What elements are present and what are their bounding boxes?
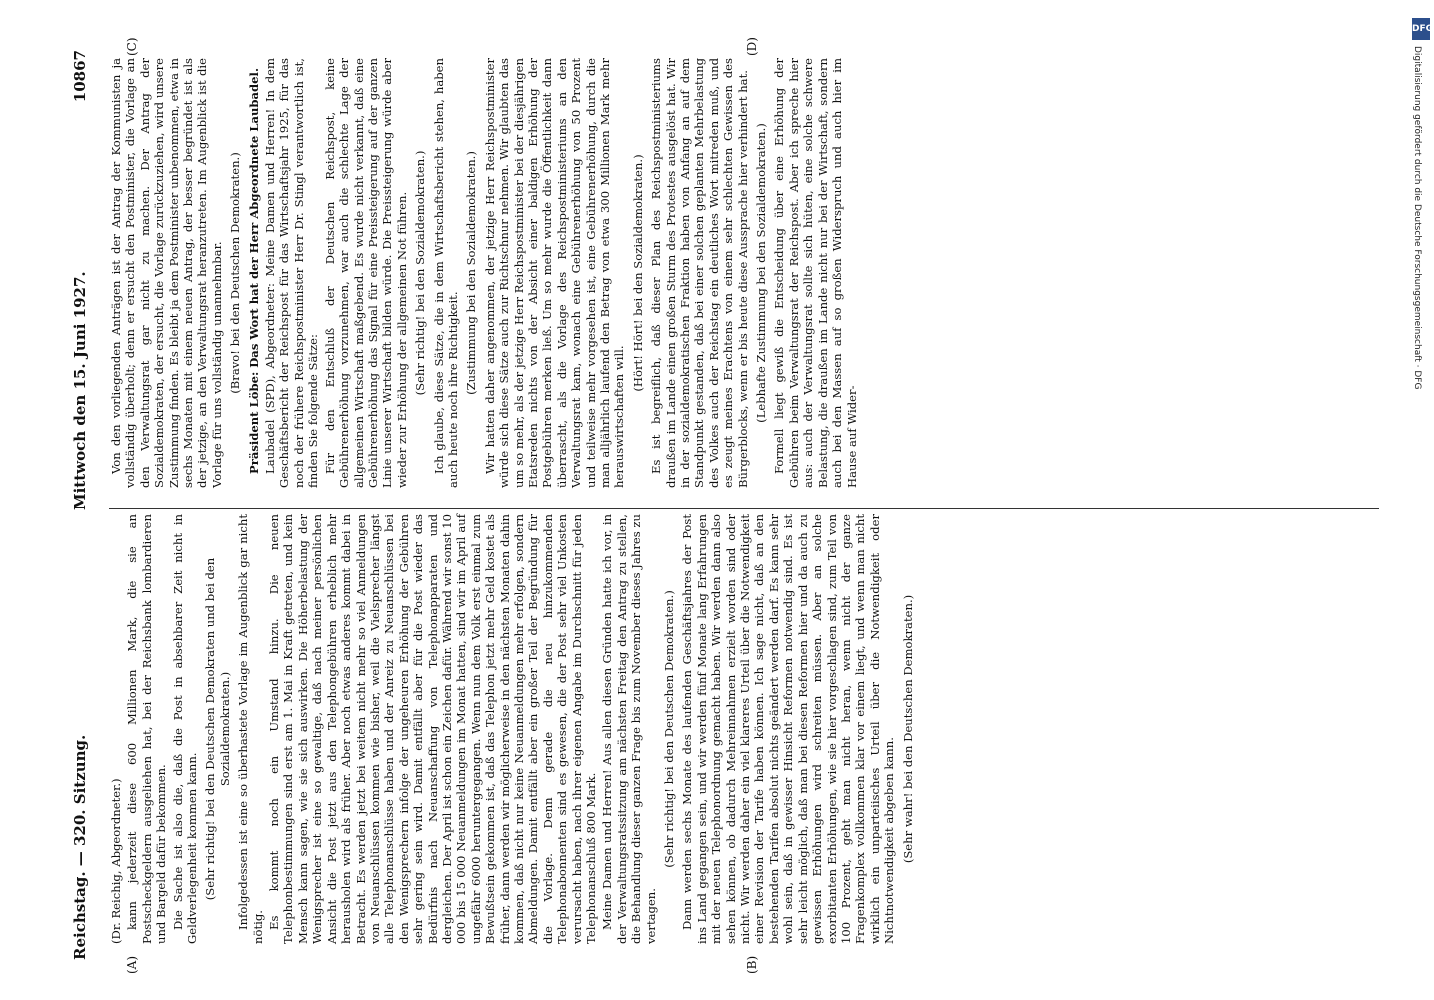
paragraph: Formell liegt gewiß die Entscheidung über eine Erhöhung der Gebühren beim Verwaltungsrat der Reichspost. Aber ich spreche hier aus: auch der Verwaltungsrat sollte sich hüten, eine solche schwere Belastung, die draußen im Lande nicht nur bei der Wirtschaft, sondern auch bei den Massen auf so großen Widerspruch und auch hier im Hause auf Wider- bbox=[772, 58, 859, 488]
margin-marker-d: (D) bbox=[745, 37, 759, 56]
digitization-credit bbox=[1405, 10, 1434, 990]
interjection: (Lebhafte Zustimmung bei den Sozialdemokraten.) bbox=[754, 123, 769, 423]
margin-marker-a: (A) bbox=[125, 955, 139, 974]
paragraph: Von den vorliegenden Anträgen ist der Antrag der Kommunisten ja vollständig überholt; denn er ersucht den Postminister, die Vorlage an den Verwaltungsrat gar nicht zu machen. Der Antrag der Sozialdemokraten, der ersucht, die Vorlage zurückzuziehen, wird unsere Zustimmung finden. Es bleibt ja dem Postminister unbenommen, etwa in sechs Monaten mit einem neuen Antrag, der besser begründet ist als der jetzige, an den Verwaltungsrat heranzutreten. Im Augenblick ist die Vorlage für uns vollständig unannehmbar. bbox=[109, 58, 224, 488]
interjection: (Sehr richtig! bei den Sozialdemokraten.) bbox=[413, 150, 428, 396]
president-statement: Präsident Löbe: Das Wort hat der Herr Abgeordnete Laubadel. bbox=[246, 68, 261, 474]
speaker-continuation: (Dr. Reichig, Abgeordneter.) bbox=[109, 778, 123, 944]
header-session: Reichstag. — 320. Sitzung. bbox=[71, 734, 89, 960]
paragraph: Es ist begreiflich, daß dieser Plan des Reichspostministeriums draußen im Lande einen großen Sturm des Protestes ausgelöst hat. Wir in der sozialdemokratischen Fraktion haben von Anfang an auf dem Standpunkt gestanden, daß bei einer solchen geplanten Mehrbelastung des Volkes auch der Reichstag ein deutliches Wort mitreden muß, und es zeugt meines Erachtens von einem sehr schlechten Gewissen des Bürgerblocks, wenn er bis heute diese Aussprache hier verhindert hat. bbox=[649, 58, 750, 488]
paragraph: Wir hatten daher angenommen, der jetzige Herr Reichspostminister würde sich diese Sätze auch zur Richtschnur nehmen. Wir glaubten das um so mehr, als der jetzige Herr Reichspostminister bei der diesjährigen Etatsreden nichts von der Absicht einer baldigen Erhöhung der Postgebühren merken ließ. Um so mehr wurde die Öffentlichkeit dann überrascht, als die Vorlage des Reichspostministeriums an den Verwaltungsrat kam, wonach eine Gebührenerhöhung von 50 Prozent und teilweise mehr vorgesehen ist, eine Gebührenerhöhung, durch die man alljährlich laufend den Betrag von etwa 300 Millionen Mark mehr herauswirtschaften will. bbox=[482, 58, 627, 488]
interjection: (Hört! Hört! bei den Sozialdemokraten.) bbox=[630, 154, 645, 392]
paragraph: Ich glaube, diese Sätze, die in dem Wirtschaftsbericht stehen, haben auch heute noch ihre Richtigkeit. bbox=[431, 58, 460, 488]
column-divider bbox=[109, 508, 1379, 509]
interjection: (Zustimmung bei den Sozialdemokraten.) bbox=[464, 151, 479, 395]
header-date: Mittwoch den 15. Juni 1927. bbox=[71, 271, 89, 510]
left-column bbox=[109, 514, 1389, 944]
interjection: (Bravo! bei den Deutschen Demokraten.) bbox=[228, 152, 243, 394]
interjection: (Sehr richtig! bei den Deutschen Demokraten.) bbox=[662, 590, 677, 868]
paragraph: kann jederzeit diese 600 Millionen Mark, die sie an Postscheckgeldern ausgeliehen hat, bei der Reichsbank lombardieren und Bargeld dafür bekommen. bbox=[125, 514, 169, 944]
margin-marker-b: (B) bbox=[745, 955, 759, 974]
speaker-intro: Laubadel (SPD), Abgeordneter: Meine Damen und Herren! In dem Geschäftsbericht der Reichspost für das Wirtschaftsjahr 1925, für das noch der frühere Reichspostminister Herr Dr. Stingl verantwortlich ist, finden Sie folgende Sätze: bbox=[263, 58, 321, 488]
interjection: (Sehr wahr! bei den Deutschen Demokraten.) bbox=[900, 594, 915, 864]
paragraph: Die Sache ist also die, daß die Post in absehbarer Zeit nicht in Geldverlegenheit kommen kann. bbox=[170, 514, 200, 944]
paragraph: Infolgedessen ist eine so überhastete Vorlage im Augenblick gar nicht nötig. bbox=[236, 514, 265, 944]
quotation: Für den Entschluß der Deutschen Reichspost, keine Gebührenerhöhung vorzunehmen, war auch die schlechte Lage der allgemeinen Wirtschaft maßgebend. Es wurde nicht verkannt, daß eine Gebührenerhöhung das Signal für eine Preissteigerung auf der ganzen Linie unserer Wirtschaft bilden würde. Die Preissteigerung würde aber wieder zur Erhöhung der allgemeinen Not führen. bbox=[322, 58, 409, 488]
right-column bbox=[109, 58, 1389, 488]
paragraph: Meine Damen und Herren! Aus allen diesen Gründen hatte ich vor, in der Verwaltungsratssitzung am nächsten Freitag den Antrag zu stellen, die Behandlung dieser ganzen Frage bis zum November dieses Jahres zu vertagen. bbox=[600, 514, 658, 944]
page-number: 10867 bbox=[71, 50, 89, 103]
interjection: (Sehr richtig! bei den Deutschen Demokraten und bei den Sozialdemokraten.) bbox=[203, 557, 232, 901]
dfg-logo: DFG bbox=[1412, 18, 1430, 40]
rotated-page bbox=[65, 30, 1395, 980]
page-header bbox=[65, 30, 101, 980]
margin-marker-c: (C) bbox=[125, 37, 139, 56]
credit-text: Digitalisierung gefördert durch die Deutsche Forschungsgemeinschaft · DFG bbox=[1412, 46, 1422, 390]
paragraph: Es kommt noch ein Umstand hinzu. Die neuen Telephonbestimmungen sind erst am 1. Mai in Kraft getreten, und kein Mensch kann sagen, wie sie sich auswirken. Die Höherbelastung der Wenigsprecher ist eine so gewaltige, daß nach meiner persönlichen Ansicht die Post jetzt aus den Telephongebühren erheblich mehr herausholen wird als früher. Aber noch etwas anderes kommt dabei in Betracht. Es werden jetzt bei weitem nicht mehr so viel Anmeldungen von Neuanschlüssen kommen wie bisher, weil die Vielsprecher längst alle Telephonanschlüsse haben und der Anreiz zu Neuanschlüssen bei den Wenigsprechern infolge der ungeheuren Erhöhung der Gebühren sehr gering sein wird. Damit entfällt aber für die Post wieder das Bedürfnis nach Neuanschaffung von Telephonapparaten und dergleichen. Der April ist schon ein Zeichen dafür. Während wir sonst 10 000 bis 15 000 Neuanmeldungen im Monat hatten, sind wir im April auf ungefähr 6000 heruntergegangen. Wenn nun dem Volk erst einmal zum Bewußtsein gekommen ist, daß das Telephon jetzt mehr Geld kostet als früher, dann werden wir möglicherweise in den nächsten Monaten dahin kommen, daß nicht nur keine Neuanmeldungen mehr erfolgen, sondern Abmeldungen. Damit entfällt aber ein großer Teil der Begründung für die Vorlage. Denn gerade die neu hinzukommenden Telephonabonnenten sind es gewesen, die der Post sehr viel Unkosten verursacht haben, nach ihrer eigenen Angabe im Durchschnitt für jeden Telephonanschluß 800 Mark. bbox=[267, 514, 598, 944]
paragraph: Dann werden sechs Monate des laufenden Geschäftsjahres der Post ins Land gegangen sein, und wir werden fünf Monate lang Erfahrungen mit der neuen Telephonordnung gemacht haben. Wir werden dann also sehen können, ob dadurch Mehreinnahmen erzielt worden sind oder nicht. Wir werden daher ein viel klareres Urteil über die Notwendigkeit einer Revision der Tarife haben können. Ich sage nicht, daß an den bestehenden Tarifen absolut nichts geändert werden darf. Es kann sehr wohl sein, daß in gewisser Hinsicht Reformen notwendig sind. Es ist sehr leicht möglich, daß man bei diesen Reformen hier und da auch zu gewissen Erhöhungen wird schreiten müssen. Aber an solche exorbitanten Erhöhungen, wie sie hier vorgeschlagen sind, zum Teil von 100 Prozent, geht man nicht heran, wenn nicht der ganze Fragenkomplex vollkommen klar vor einem liegt, und wenn man nicht wirklich ein unparteiisches Urteil über die Notwendigkeit oder Nichtnotwendigkeit abgeben kann. bbox=[680, 514, 897, 944]
